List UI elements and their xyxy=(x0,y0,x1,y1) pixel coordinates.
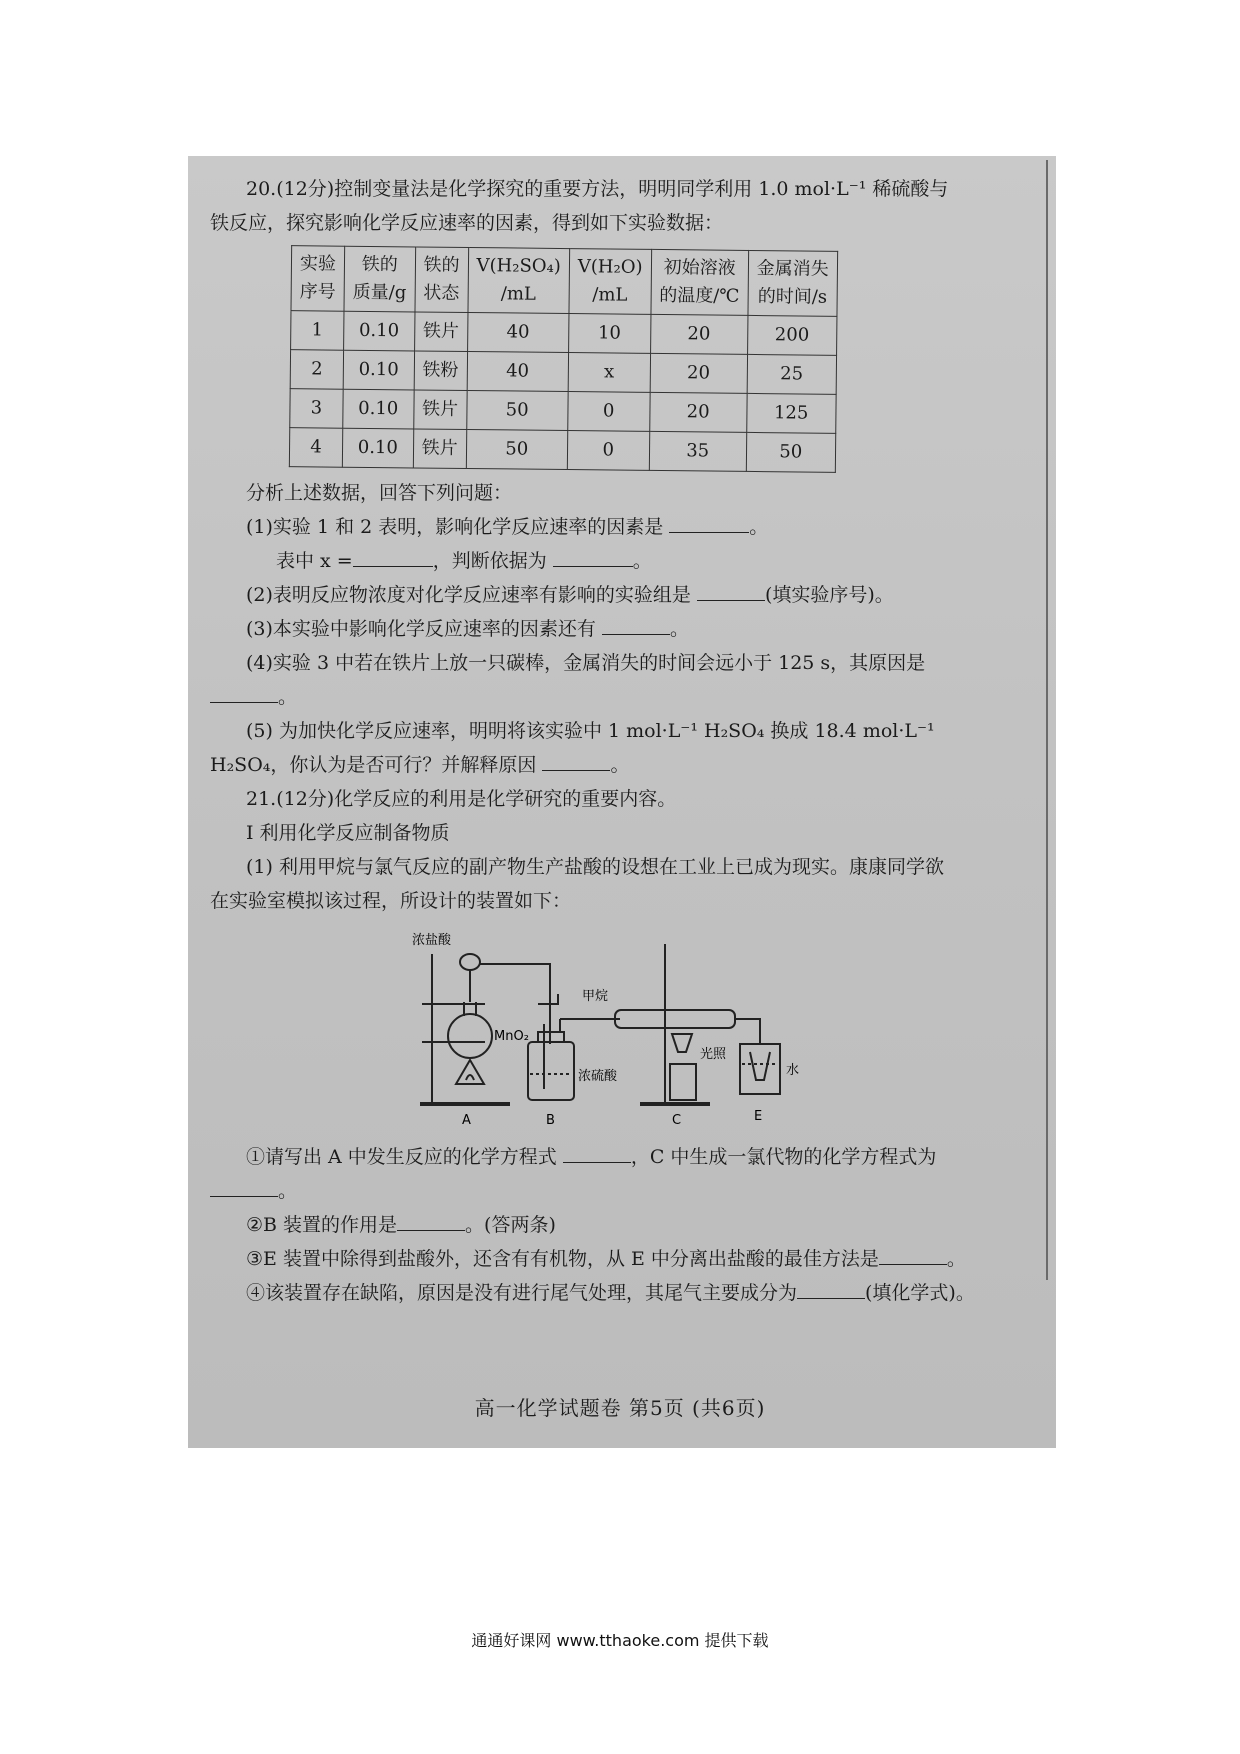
label-a: A xyxy=(462,1113,471,1128)
table-cell: 铁片 xyxy=(413,429,466,469)
q20-part4-answer: 。 xyxy=(210,680,1030,714)
q20-part2-post: (填实验序号)。 xyxy=(764,584,894,606)
table-cell: 0.10 xyxy=(343,389,414,429)
q20-part3-text: (3)本实验中影响化学反应速率的因素还有 xyxy=(246,618,596,640)
apparatus-diagram xyxy=(410,924,830,1134)
table-cell: x xyxy=(568,353,650,393)
label-c: C xyxy=(672,1113,682,1128)
page-footer: 高一化学试题卷 第5页 (共6页) xyxy=(474,1396,766,1420)
table-cell: 3 xyxy=(290,389,343,429)
answer-blank[interactable] xyxy=(210,1176,278,1197)
table-cell: 铁粉 xyxy=(414,351,467,391)
table-cell: 20 xyxy=(650,314,748,354)
q21-intro: 21.(12分)化学反应的利用是化学研究的重要内容。 xyxy=(246,788,677,810)
table-cell: 35 xyxy=(649,431,747,471)
tube-c xyxy=(615,944,735,1104)
answer-blank[interactable] xyxy=(797,1278,865,1299)
q20-part1a-text: (1)实验 1 和 2 表明，影响化学反应速率的因素是 xyxy=(246,516,664,538)
table-cell: 0.10 xyxy=(342,428,413,468)
methane-inlet xyxy=(538,994,558,1004)
table-cell: 铁片 xyxy=(414,312,467,352)
experiment-table xyxy=(289,245,838,473)
q20-part5a: (5) 为加快化学反应速率，明明将该实验中 1 mol·L⁻¹ H₂SO₄ 换成 18.4 mol·L⁻¹ xyxy=(246,720,935,742)
table-header-cell: 金属消失 的时间/s xyxy=(748,250,838,316)
q21-sub4-text: ④该装置存在缺陷，原因是没有进行尾气处理，其尾气主要成分为 xyxy=(246,1282,798,1304)
label-b: B xyxy=(546,1113,555,1128)
q21-part1a: (1) 利用甲烷与氯气反应的副产物生产盐酸的设想在工业上已成为现实。康康同学欲 xyxy=(246,856,944,878)
table-row xyxy=(291,311,837,356)
answer-blank[interactable] xyxy=(353,546,433,567)
table-header-cell: 初始溶液 的温度/℃ xyxy=(651,249,749,315)
q20-part4: (4)实验 3 中若在铁片上放一只碳棒，金属消失的时间会远小于 125 s，其原因是 xyxy=(246,652,926,674)
table-header-cell: V(H₂SO₄) /mL xyxy=(468,247,570,313)
table-body xyxy=(289,311,836,473)
table-header-row xyxy=(291,246,837,317)
answer-blank[interactable] xyxy=(542,750,610,771)
table-header-cell: V(H₂O) /mL xyxy=(569,249,651,315)
beaker-e xyxy=(740,1044,780,1094)
table-cell: 0 xyxy=(567,431,649,471)
table-cell: 25 xyxy=(747,354,836,394)
tube-c-e xyxy=(735,1019,760,1044)
table-cell: 50 xyxy=(746,432,835,472)
table-cell: 2 xyxy=(290,350,343,390)
q21-sub2-text: ②B 装置的作用是 xyxy=(246,1214,398,1236)
table-cell: 10 xyxy=(568,314,650,354)
table-header-cell: 铁的 质量/g xyxy=(344,246,415,312)
answer-blank[interactable] xyxy=(669,512,749,533)
q20-part2-text: (2)表明反应物浓度对化学反应速率有影响的实验组是 xyxy=(246,584,691,606)
table-row xyxy=(289,428,835,473)
q20-part1b: 表中 x = ，判断依据为 。 xyxy=(210,544,1030,578)
table-cell: 50 xyxy=(466,429,568,469)
q21-sub1-answer: 。 xyxy=(210,1174,1030,1208)
q21-section1: Ⅰ 利用化学反应制备物质 xyxy=(246,822,450,844)
question-content xyxy=(210,172,1030,1310)
answer-blank[interactable] xyxy=(210,682,278,703)
table-cell: 40 xyxy=(467,351,569,391)
q21-sub2-post: 。(答两条) xyxy=(465,1214,556,1236)
answer-blank[interactable] xyxy=(563,1142,631,1163)
label-conc-h2so4: 浓硫酸 xyxy=(578,1069,618,1084)
table-cell: 4 xyxy=(289,428,342,468)
table-row xyxy=(290,389,836,434)
watermark-line: 通通好课网 www.tthaoke.com 提供下载 xyxy=(471,1631,769,1650)
label-conc-hcl: 浓盐酸 xyxy=(412,933,452,948)
table-header-cell: 实验 序号 xyxy=(291,246,345,312)
q21-sub1-mid: ，C 中生成一氯代物的化学方程式为 xyxy=(630,1146,937,1168)
table-cell: 20 xyxy=(649,392,747,432)
answer-blank[interactable] xyxy=(397,1210,465,1231)
q20-part5b-text: H₂SO₄，你认为是否可行？并解释原因 xyxy=(210,754,537,776)
q21-sub2 xyxy=(210,1208,1030,1242)
label-water: 水 xyxy=(786,1063,800,1078)
q20-intro-line2: 铁反应，探究影响化学反应速率的因素，得到如下实验数据： xyxy=(210,212,724,234)
q21-part1b: 在实验室模拟该过程，所设计的装置如下： xyxy=(210,890,572,912)
label-mno2: MnO₂ xyxy=(494,1029,529,1044)
table-cell: 1 xyxy=(291,311,344,351)
answer-blank[interactable] xyxy=(697,580,765,601)
answer-blank[interactable] xyxy=(553,546,633,567)
table-cell: 铁片 xyxy=(413,390,466,430)
q21-sub3: ③E 装置中除得到盐酸外，还含有有机物，从 E 中分离出盐酸的最佳方法是 。 xyxy=(210,1242,1030,1276)
label-e: E xyxy=(754,1109,763,1124)
table-cell: 20 xyxy=(650,353,748,393)
label-light: 光照 xyxy=(700,1047,727,1062)
q20-intro-line1: 20.(12分)控制变量法是化学探究的重要方法，明明同学利用 1.0 mol·L⁻¹ 稀硫酸与 xyxy=(246,178,949,200)
q21-sub4-post: (填化学式)。 xyxy=(865,1282,975,1304)
table-header-cell: 铁的 状态 xyxy=(415,247,469,313)
page-edge-shadow xyxy=(1046,160,1048,1280)
q20-part1b-mid: ，判断依据为 xyxy=(432,550,547,572)
q21-sub4 xyxy=(210,1276,1030,1310)
q20-part5b: H₂SO₄，你认为是否可行？并解释原因 。 xyxy=(210,748,1030,782)
q20-part1a: (1)实验 1 和 2 表明，影响化学反应速率的因素是 。 xyxy=(210,510,1030,544)
label-methane: 甲烷 xyxy=(582,989,609,1004)
table-cell: 0.10 xyxy=(344,311,415,351)
answer-blank[interactable] xyxy=(879,1244,947,1265)
table-cell: 125 xyxy=(747,393,836,433)
table-cell: 200 xyxy=(747,315,836,355)
table-cell: 40 xyxy=(467,312,569,352)
answer-blank[interactable] xyxy=(602,614,670,635)
q20-part2 xyxy=(210,578,1030,612)
q20-part3: (3)本实验中影响化学反应速率的因素还有 。 xyxy=(210,612,1030,646)
q20-analysis: 分析上述数据，回答下列问题： xyxy=(246,482,513,504)
q21-sub3-text: ③E 装置中除得到盐酸外，还含有有机物，从 E 中分离出盐酸的最佳方法是 xyxy=(246,1248,879,1270)
q21-sub1 xyxy=(210,1140,1030,1174)
q21-sub1-text: ①请写出 A 中发生反应的化学方程式 xyxy=(246,1146,557,1168)
table-cell: 50 xyxy=(466,390,568,430)
table-cell: 0.10 xyxy=(343,350,414,390)
bottle-b xyxy=(528,1019,620,1100)
flask-a xyxy=(448,954,492,1084)
table-row xyxy=(290,350,836,395)
q20-part1b-text: 表中 x = xyxy=(276,550,353,572)
table-cell: 0 xyxy=(568,392,650,432)
